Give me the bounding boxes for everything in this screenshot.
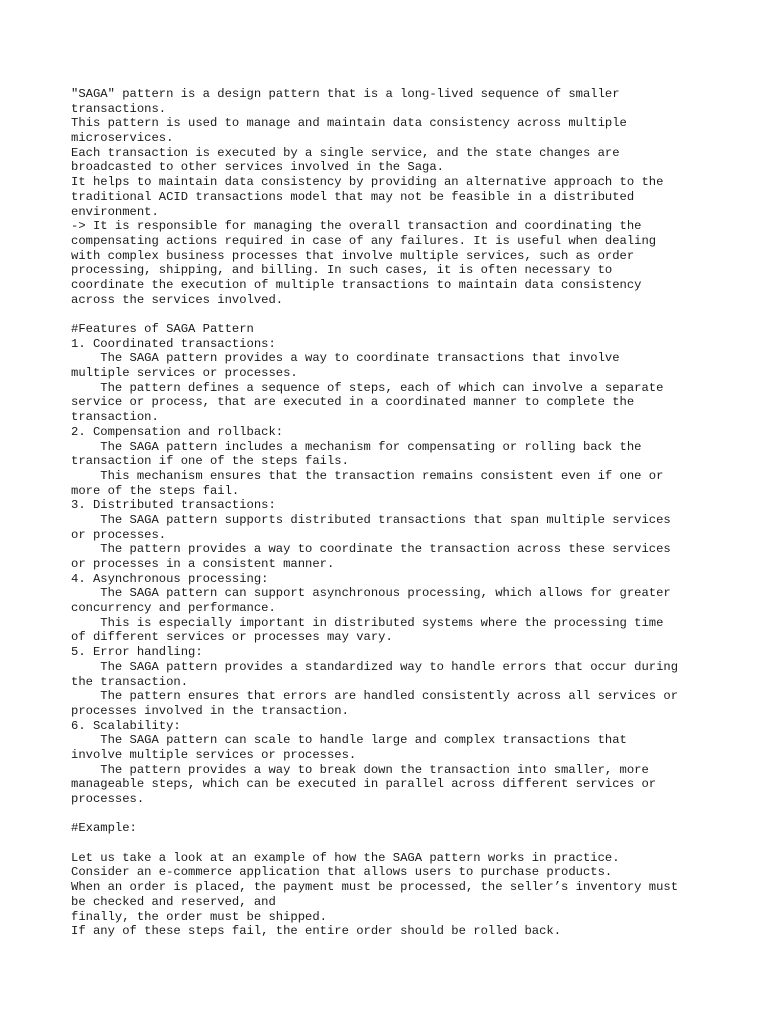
text-line: If any of these steps fail, the entire order should be rolled back. — [71, 924, 562, 939]
text-line: It helps to maintain data consistency by providing an alternative approach to the — [71, 175, 664, 190]
text-line: The SAGA pattern provides a standardized way to handle errors that occur during — [71, 659, 679, 674]
text-line: manageable steps, which can be executed in parallel across different services or — [71, 777, 657, 792]
text-line: The pattern ensures that errors are handled consistently across all services or — [71, 689, 679, 704]
text-line: multiple services or processes. — [71, 366, 298, 381]
text-line — [71, 836, 711, 851]
text-line: The SAGA pattern provides a way to coordinate transactions that involve — [71, 351, 620, 366]
text-line: the transaction. — [71, 674, 189, 689]
text-line: This pattern is used to manage and maintain data consistency across multiple — [71, 116, 627, 131]
text-line: or processes in a consistent manner. — [71, 557, 335, 571]
text-line: compensating actions required in case of any failures. It is useful when dealing — [71, 233, 657, 248]
text-line: The pattern defines a sequence of steps, each of which can involve a separate — [71, 380, 664, 395]
text-line: This is especially important in distributed systems where the processing time — [71, 615, 664, 630]
text-line: of different services or processes may vary. — [71, 630, 393, 645]
text-line: involve multiple services or processes. — [71, 747, 357, 762]
text-line: or processes. — [71, 527, 167, 542]
text-line: Consider an e-commerce application that allows users to purchase products. — [71, 865, 613, 880]
text-line: This mechanism ensures that the transaction remains consistent even if one or — [71, 468, 664, 483]
text-line: transactions. — [71, 101, 167, 116]
text-line: Each transaction is executed by a single service, and the state changes are — [71, 145, 620, 160]
text-line: When an order is placed, the payment must be processed, the seller’s inventory must — [71, 880, 679, 895]
text-line: #Features of SAGA Pattern — [71, 322, 254, 336]
text-line: microservices. — [71, 131, 174, 146]
text-line: service or process, that are executed in a coordinated manner to complete the — [71, 395, 635, 410]
text-line: environment. — [71, 204, 159, 219]
text-line: The SAGA pattern includes a mechanism for compensating or rolling back the — [71, 439, 642, 454]
text-line: coordinate the execution of multiple transactions to maintain data consistency — [71, 277, 642, 292]
text-line: concurrency and performance. — [71, 601, 276, 616]
text-line: 5. Error handling: — [71, 645, 203, 660]
text-line: The pattern provides a way to break down the transaction into smaller, more — [71, 762, 649, 777]
text-line: -> It is responsible for managing the overall transaction and coordinating the — [71, 219, 642, 234]
text-line: The SAGA pattern can scale to handle large and complex transactions that — [71, 733, 627, 748]
text-line: 2. Compensation and rollback: — [71, 424, 284, 439]
text-line: traditional ACID transactions model that may not be feasible in a distributed — [71, 189, 635, 204]
text-line: transaction. — [71, 410, 159, 425]
text-line: The SAGA pattern supports distributed transactions that span multiple services — [71, 512, 671, 527]
text-line — [71, 307, 711, 322]
text-line: across the services involved. — [71, 292, 284, 307]
text-line: 6. Scalability: — [71, 718, 181, 733]
text-line: transaction if one of the steps fails. — [71, 454, 349, 469]
text-line: be checked and reserved, and — [71, 894, 276, 909]
text-line: 3. Distributed transactions: — [71, 498, 276, 513]
text-line — [71, 807, 711, 822]
text-line: finally, the order must be shipped. — [71, 909, 327, 924]
text-line: processes involved in the transaction. — [71, 703, 349, 718]
text-line: #Example: — [71, 821, 137, 836]
text-line: with complex business processes that involve multiple services, such as order — [71, 248, 635, 263]
text-line: The pattern provides a way to coordinate the transaction across these services — [71, 542, 671, 557]
text-line: broadcasted to other services involved in the Saga. — [71, 160, 444, 175]
text-line: Let us take a look at an example of how the SAGA pattern works in practice. — [71, 850, 620, 865]
document-body — [71, 87, 711, 939]
text-line: The SAGA pattern can support asynchronous processing, which allows for greater — [71, 586, 671, 601]
text-line: 4. Asynchronous processing: — [71, 571, 269, 586]
text-line: processing, shipping, and billing. In such cases, it is often necessary to — [71, 263, 613, 278]
text-line: processes. — [71, 792, 145, 806]
text-line: more of the steps fail. — [71, 483, 240, 498]
text-line: 1. Coordinated transactions: — [71, 336, 276, 351]
text-line: "SAGA" pattern is a design pattern that is a long-lived sequence of smaller — [71, 87, 620, 101]
